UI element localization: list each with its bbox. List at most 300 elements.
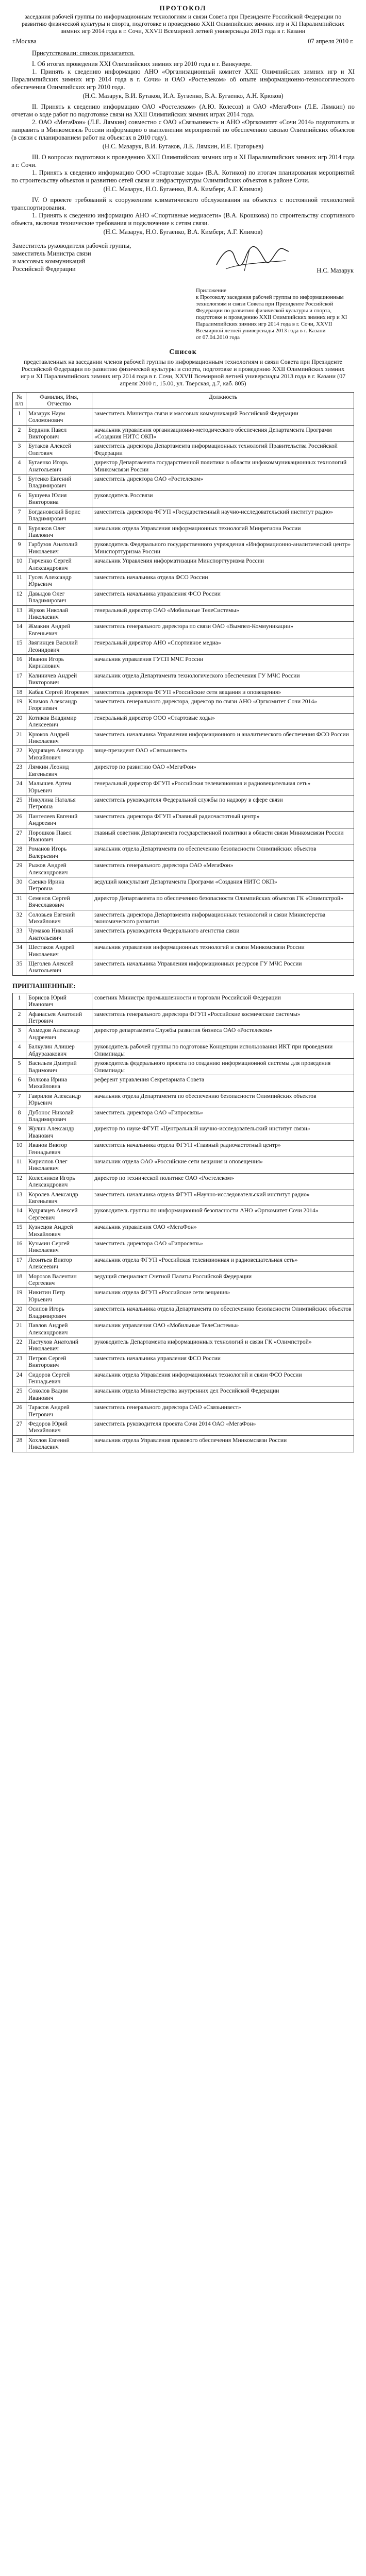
row-number: 9 <box>13 540 26 556</box>
row-number: 28 <box>13 1435 26 1452</box>
table-row <box>13 1009 354 1026</box>
row-number: 4 <box>13 1042 26 1059</box>
signatory-role <box>12 242 167 273</box>
person-position: начальник отдела Министерства внутренних дел Российской Федерации <box>92 1386 354 1403</box>
person-position: руководитель рабочей группы по подготовке Концепции использования ИКТ при проведении Олимпиады <box>92 1042 354 1059</box>
members-table-body <box>13 409 354 975</box>
section-4-body: О проекте требований к сооружениям климатического обслуживания на объектах с постоянной технологией транспортирования. <box>11 196 355 211</box>
appendix-line-3: от 07.04.2010 года <box>196 334 240 341</box>
signature-block <box>12 240 354 283</box>
section-2 <box>0 103 366 150</box>
row-number: 31 <box>13 893 26 910</box>
row-number: 2 <box>13 425 26 442</box>
person-position: заместитель начальника отдела ФГУП «Научно-исследовательский институт радио» <box>92 1190 354 1206</box>
person-name: Колесников Игорь Александрович <box>26 1173 92 1190</box>
table-row <box>13 1075 354 1091</box>
person-name: Жмакин Андрей Евгеньевич <box>26 622 92 638</box>
row-number: 20 <box>13 713 26 730</box>
person-position: генеральный директор ОАО «Мобильные ТелеСистемы» <box>92 605 354 622</box>
row-number: 13 <box>13 1190 26 1206</box>
table-row <box>13 926 354 943</box>
person-position: заместитель руководителя Федеральной службы по надзору в сфере связи <box>92 795 354 811</box>
row-number: 20 <box>13 1304 26 1321</box>
table-row <box>13 409 354 425</box>
person-position: заместитель Министра связи и массовых коммуникаций Российской Федерации <box>92 409 354 425</box>
appendix-line-1: Приложение <box>196 287 227 294</box>
person-position: заместитель начальника Управления информационного и аналитического обеспечения ФСО России <box>92 730 354 746</box>
presence-line <box>11 49 355 57</box>
section-3-body: О вопросах подготовки к проведению XXII Олимпийских зимних игр и XI Паралимпийских зимних игр 2014 года в г. Сочи. <box>11 154 355 168</box>
signatory-name: Н.С. Мазарук <box>317 267 354 274</box>
person-position: заместитель директора Департамента информационных технологий и связи Министерства экономического развития <box>92 910 354 926</box>
person-name: Климов Александр Георгиевич <box>26 697 92 714</box>
table-row <box>13 1026 354 1042</box>
row-number: 19 <box>13 1288 26 1304</box>
row-number: 25 <box>13 1386 26 1403</box>
person-position: заместитель директора ОАО «Гипросвязь» <box>92 1239 354 1256</box>
row-number: 23 <box>13 762 26 779</box>
section-4-resolved: 1. Принять к сведению информацию АНО «Спортивные медиасети» (В.А. Крошкова) по строительству спортивного объекта, включая технические требования и подключение к сетям связи. <box>11 212 355 227</box>
row-number: 3 <box>13 442 26 458</box>
person-name: Бердник Павел Викторович <box>26 425 92 442</box>
section-1-names: (Н.С. Мазарук, В.И. Бутаков, И.А. Бугаенко, В.А. Бугаенко, А.Н. Крюков) <box>82 92 284 99</box>
invited-title: ПРИГЛАШЕННЫЕ: <box>12 981 76 990</box>
table-row <box>13 1042 354 1059</box>
person-position: вице-президент ОАО «Связьинвест» <box>92 746 354 762</box>
appendix-reference <box>196 287 354 341</box>
table-row <box>13 1173 354 1190</box>
table-row <box>13 1157 354 1173</box>
person-position: заместитель директора ФГУП «Государственный научно-исследовательский институт радио» <box>92 507 354 523</box>
person-position: начальник управления информационных технологий и связи Минкомсвязи России <box>92 943 354 959</box>
table-row <box>13 762 354 779</box>
section-4-names: (Н.С. Мазарук, Н.О. Бугаенко, В.А. Кимберг, А.Г. Климов) <box>103 228 263 235</box>
row-number: 13 <box>13 605 26 622</box>
table-row <box>13 943 354 959</box>
person-position: начальник отдела ОАО «Российские сети вещания и оповещения» <box>92 1157 354 1173</box>
section-1-head: I. <box>32 60 36 67</box>
row-number: 9 <box>13 1124 26 1141</box>
table-row <box>13 1124 354 1141</box>
invited-table <box>12 993 354 1452</box>
row-number: 26 <box>13 1403 26 1419</box>
col-header-number: № п/п <box>13 393 26 409</box>
row-number: 21 <box>13 730 26 746</box>
person-position: генеральный директор ООО «Стартовые ходы» <box>92 713 354 730</box>
list-subtitle: представленных на заседании членов рабочей группы по информационным технологиям и связи Совета при Президенте Российской Федерации по развитию физической культуры и спорта, подготовке и проведению XXII Олимпийских зимних игр и XI Паралимпийских зимних игр 2014 года в г. Сочи, XXVII Всемирной летней универсиады 2013 года в г. Казани (07 апреля 2010 г., 15.00, ул. Тверская, д.7, каб. 805) <box>20 358 346 387</box>
person-position: начальник управления ОАО «МегаФон» <box>92 1223 354 1239</box>
table-row <box>13 1206 354 1223</box>
person-position: заместитель директора ФГУП «Главный радиочастотный центр» <box>92 811 354 828</box>
person-name: Волкова Ирина Михайловна <box>26 1075 92 1091</box>
person-position: начальник управления ГУСП МЧС России <box>92 655 354 671</box>
row-number: 15 <box>13 1223 26 1239</box>
person-name: Соколов Вадим Иванович <box>26 1386 92 1403</box>
person-position: начальник отдела Управления правового обеспечения Минкомсвязи России <box>92 1435 354 1452</box>
row-number: 12 <box>13 1173 26 1190</box>
section-2-body: Принять к сведению информацию ОАО «Ростелеком» (А.Ю. Колесов) и ОАО «МегаФон» (Л.Е. Лямкин) по отчетам о ходе работ по подготовке связи на XXII Олимпийских зимних играх 2014 года. <box>11 103 355 118</box>
person-name: Бурлаков Олег Павлович <box>26 523 92 540</box>
section-2-text <box>11 103 355 118</box>
person-position: заместитель директора ФГУП «Российские сети вещания и оповещения» <box>92 687 354 697</box>
person-name: Дубонос Николай Владимирович <box>26 1108 92 1124</box>
row-number: 3 <box>13 1026 26 1042</box>
row-number: 21 <box>13 1321 26 1337</box>
table-row <box>13 556 354 573</box>
person-name: Гарбузов Анатолий Николаевич <box>26 540 92 556</box>
person-position: начальник отдела Департамента технологического обеспечения ГУ МЧС России <box>92 671 354 687</box>
person-position: заместитель начальника отдела Департамента по обеспечению безопасности Олимпийских объектов <box>92 1304 354 1321</box>
person-position: заместитель директора ОАО «Гипросвязь» <box>92 1108 354 1124</box>
person-name: Никитин Петр Юрьевич <box>26 1288 92 1304</box>
person-name: Иванов Виктор Геннадьевич <box>26 1141 92 1157</box>
person-position: начальник управления организационно-методического обеспечения Департамента Программ «Создания НИТС ОКП» <box>92 425 354 442</box>
person-position: директор Департамента государственной политики в области инфокоммуникационных технологий Минкомсвязи России <box>92 458 354 474</box>
row-number: 2 <box>13 1009 26 1026</box>
person-name: Кириллов Олег Николаевич <box>26 1157 92 1173</box>
table-row <box>13 540 354 556</box>
person-position: руководитель федерального проекта по созданию информационной системы для проведения Олимпиады <box>92 1059 354 1075</box>
row-number: 10 <box>13 556 26 573</box>
table-row <box>13 425 354 442</box>
table-row <box>13 697 354 714</box>
document-intro: заседания рабочей группы по информационным технологиям и связи Совета при Президенте Российской Федерации по развитию физической культуры и спорта, подготовке и проведению XXII Олимпийских зимних игр и XI Паралимпийских зимних игр 2014 года в г. Сочи, XXVII Всемирной летней универсиады 2013 года в г. Казани <box>21 13 345 35</box>
invited-table-body <box>13 993 354 1452</box>
section-3-names: (Н.С. Мазарук, Н.О. Бугаенко, В.А. Кимберг, А.Г. Климов) <box>103 185 263 193</box>
person-name: Кудрявцев Алексей Сергеевич <box>26 1206 92 1223</box>
person-name: Морозов Валентин Сергеевич <box>26 1272 92 1288</box>
table-row <box>13 861 354 877</box>
person-name: Бугаенко Игорь Анатольевич <box>26 458 92 474</box>
handwritten-signature-icon <box>213 240 291 276</box>
person-name: Бушуева Юлия Викторовна <box>26 490 92 507</box>
person-position: заместитель начальника отдела ФГУП «Главный радиочастотный центр» <box>92 1141 354 1157</box>
row-number: 15 <box>13 638 26 655</box>
document-title: ПРОТОКОЛ <box>159 4 207 12</box>
person-name: Богдановский Борис Владимирович <box>26 507 92 523</box>
row-number: 7 <box>13 1091 26 1108</box>
row-number: 16 <box>13 655 26 671</box>
place-date-row <box>12 38 354 45</box>
section-3-text <box>11 154 355 169</box>
person-name: Балкулин Алишер Абдуразакович <box>26 1042 92 1059</box>
person-name: Кабак Сергей Игоревич <box>26 687 92 697</box>
person-position: начальник отдела Департамента по обеспечению безопасности Олимпийских объектов <box>92 844 354 861</box>
table-row <box>13 1353 354 1370</box>
table-row <box>13 507 354 523</box>
table-row <box>13 1255 354 1272</box>
row-number: 11 <box>13 1157 26 1173</box>
row-number: 14 <box>13 622 26 638</box>
row-number: 8 <box>13 1108 26 1124</box>
table-row <box>13 655 354 671</box>
person-position: начальник отдела Департамента по обеспечению безопасности Олимпийских объектов <box>92 1091 354 1108</box>
table-row <box>13 1141 354 1157</box>
table-row <box>13 1321 354 1337</box>
table-row <box>13 959 354 976</box>
person-position: референт управления Секретариата Совета <box>92 1075 354 1091</box>
row-number: 27 <box>13 1419 26 1435</box>
person-name: Калиничев Андрей Викторович <box>26 671 92 687</box>
section-1-resolved: 1. Принять к сведению информацию АНО «Организационный комитет XXII Олимпийских зимних игр и XI Паралимпийских зимних игр 2014 года в г. Сочи» и ОАО «Ростелеком» об опыте информационно-технологического обеспечения Олимпийских игр 2010 года. <box>11 68 355 91</box>
row-number: 5 <box>13 474 26 491</box>
row-number: 1 <box>13 993 26 1009</box>
row-number: 10 <box>13 1141 26 1157</box>
person-position: директор по развитию ОАО «МегаФон» <box>92 762 354 779</box>
table-row <box>13 1288 354 1304</box>
person-name: Федоров Юрий Михайлович <box>26 1419 92 1435</box>
person-position: начальник управления ОАО «Мобильные ТелеСистемы» <box>92 1321 354 1337</box>
row-number: 18 <box>13 687 26 697</box>
table-row <box>13 1419 354 1435</box>
row-number: 22 <box>13 1337 26 1353</box>
row-number: 25 <box>13 795 26 811</box>
table-row <box>13 474 354 491</box>
signatory-role-line-1: Заместитель руководителя рабочей группы, <box>12 242 131 249</box>
person-name: Лямкин Леонид Евгеньевич <box>26 762 92 779</box>
row-number: 16 <box>13 1239 26 1256</box>
person-position: руководитель Департамента информационных технологий и связи ГК «Олимпстрой» <box>92 1337 354 1353</box>
person-name: Романов Игорь Валерьевич <box>26 844 92 861</box>
date: 07 апреля 2010 г. <box>308 38 354 45</box>
row-number: 22 <box>13 746 26 762</box>
presence-text: Присутствовали: список прилагается. <box>32 49 135 57</box>
person-position: ведущий специалист Счетной Палаты Российской Федерации <box>92 1272 354 1288</box>
row-number: 29 <box>13 861 26 877</box>
row-number: 27 <box>13 828 26 844</box>
person-name: Гусев Александр Юрьевич <box>26 572 92 589</box>
row-number: 7 <box>13 507 26 523</box>
table-row <box>13 1272 354 1288</box>
table-row <box>13 877 354 893</box>
table-row <box>13 844 354 861</box>
signatory-role-line-3: и массовых коммуникаций <box>12 258 86 265</box>
person-name: Семенов Сергей Вячеславович <box>26 893 92 910</box>
table-row <box>13 687 354 697</box>
table-row <box>13 1435 354 1452</box>
person-position: заместитель генерального директора ОАО «МегаФон» <box>92 861 354 877</box>
person-name: Звягинцев Василий Леонидович <box>26 638 92 655</box>
table-row <box>13 589 354 605</box>
person-name: Тарасов Андрей Петрович <box>26 1403 92 1419</box>
table-row <box>13 442 354 458</box>
person-name: Васильев Дмитрий Вадимович <box>26 1059 92 1075</box>
section-4-head: IV. <box>32 196 40 204</box>
row-number: 6 <box>13 1075 26 1091</box>
person-position: заместитель генерального директора, директор по связи АНО «Оргкомитет Сочи 2014» <box>92 697 354 714</box>
person-position: руководитель Федерального государственного учреждения «Информационно-аналитический центр» Минспорттуризма России <box>92 540 354 556</box>
table-row <box>13 1190 354 1206</box>
table-row <box>13 1108 354 1124</box>
person-name: Кузнецов Андрей Михайлович <box>26 1223 92 1239</box>
person-position: генеральный директор ФГУП «Российская телевизионная и радиовещательная сеть» <box>92 779 354 795</box>
row-number: 17 <box>13 671 26 687</box>
row-number: 14 <box>13 1206 26 1223</box>
signatory-role-line-2: заместитель Министра связи <box>12 250 91 257</box>
section-2-head: II. <box>32 103 38 110</box>
person-name: Крюков Андрей Николаевич <box>26 730 92 746</box>
row-number: 19 <box>13 697 26 714</box>
person-name: Гаврилов Александр Юрьевич <box>26 1091 92 1108</box>
person-position: заместитель руководителя Федерального агентства связи <box>92 926 354 943</box>
signatory-role-line-4: Российской Федерации <box>12 265 76 273</box>
appendix-line-2: к Протоколу заседания рабочей группы по информационным технологиям и связи Совета при Президенте Российской Федерации по развитию физической культуры и спорта, подготовке и проведению XXII Олимпийских зимних игр и XI Паралимпийских зимних игр 2014 года в г. Сочи, XXVII Всемирной летней универсиады 2013 года в г. Казани <box>196 294 347 334</box>
person-name: Бутаков Алексей Олегович <box>26 442 92 458</box>
person-position: заместитель начальника управления ФСО России <box>92 1353 354 1370</box>
person-position: руководитель Россвязи <box>92 490 354 507</box>
row-number: 11 <box>13 572 26 589</box>
table-row <box>13 828 354 844</box>
person-position: главный советник Департамента государственной политики в области связи Минкомсвязи России <box>92 828 354 844</box>
row-number: 32 <box>13 910 26 926</box>
table-row <box>13 1304 354 1321</box>
person-name: Павлов Андрей Александрович <box>26 1321 92 1337</box>
person-name: Хохлов Евгений Николаевич <box>26 1435 92 1452</box>
person-position: директор Департамента по обеспечению безопасности Олимпийских объектов ГК «Олимпстрой» <box>92 893 354 910</box>
table-row <box>13 1370 354 1386</box>
person-position: директор по науке ФГУП «Центральный научно-исследовательский институт связи» <box>92 1124 354 1141</box>
person-name: Малышев Артем Юрьевич <box>26 779 92 795</box>
person-position: заместитель руководителя проекта Сочи 2014 ОАО «МегаФон» <box>92 1419 354 1435</box>
person-name: Королев Александр Евгеньевич <box>26 1190 92 1206</box>
person-name: Бутенко Евгений Владимирович <box>26 474 92 491</box>
table-row <box>13 490 354 507</box>
person-name: Борисов Юрий Иванович <box>26 993 92 1009</box>
row-number: 8 <box>13 523 26 540</box>
table-row <box>13 811 354 828</box>
row-number: 1 <box>13 409 26 425</box>
person-name: Соловьев Евгений Михайлович <box>26 910 92 926</box>
person-name: Жулин Александр Иванович <box>26 1124 92 1141</box>
table-row <box>13 458 354 474</box>
section-4-text <box>11 196 355 212</box>
row-number: 23 <box>13 1353 26 1370</box>
person-name: Щеголев Алексей Анатольевич <box>26 959 92 976</box>
person-position: начальник Управления информатизации Минспорттуризма России <box>92 556 354 573</box>
section-4 <box>0 196 366 236</box>
row-number: 30 <box>13 877 26 893</box>
person-position: руководитель группы по информационной безопасности АНО «Оргкомитет Сочи 2014» <box>92 1206 354 1223</box>
table-row <box>13 1223 354 1239</box>
section-2-resolved: 2. ОАО «МегаФон» (Л.Е. Лямкин) совместно с ОАО «Связьинвест» и АНО «Оргкомитет «Сочи 2014» подготовить и направить в Минкомсвязь России информацию о выполнении мероприятий по обеспечению связью Олимпийских объектов (в связи с планированием работ на объектах в 2010 году). <box>11 118 355 141</box>
table-row <box>13 622 354 638</box>
table-row <box>13 910 354 926</box>
col-header-name: Фамилия, Имя, Отчество <box>26 393 92 409</box>
row-number: 24 <box>13 779 26 795</box>
list-title: Список <box>169 348 197 356</box>
person-position: генеральный директор АНО «Спортивное медиа» <box>92 638 354 655</box>
section-1 <box>0 60 366 100</box>
section-3 <box>0 154 366 193</box>
table-row <box>13 1091 354 1108</box>
table-row <box>13 1386 354 1403</box>
person-name: Жуков Николай Николаевич <box>26 605 92 622</box>
table-row <box>13 893 354 910</box>
row-number: 34 <box>13 943 26 959</box>
table-row <box>13 730 354 746</box>
section-1-body: Об итогах проведения XXI Олимпийских зимних игр 2010 года в г. Ванкувере. <box>37 60 252 67</box>
row-number: 12 <box>13 589 26 605</box>
table-row <box>13 993 354 1009</box>
person-name: Сидоров Сергей Геннадьевич <box>26 1370 92 1386</box>
row-number: 6 <box>13 490 26 507</box>
person-name: Леонтьев Виктор Алексеевич <box>26 1255 92 1272</box>
table-row <box>13 523 354 540</box>
person-name: Рыжов Андрей Александрович <box>26 861 92 877</box>
members-table <box>12 392 354 976</box>
person-position: начальник отдела Управления информационных технологий Минрегиона России <box>92 523 354 540</box>
section-2-names: (Н.С. Мазарук, В.И. Бутаков, Л.Е. Лямкин, И.Е. Григорьев) <box>102 143 264 150</box>
table-row <box>13 671 354 687</box>
person-position: директор департамента Службы развития бизнеса ОАО «Ростелеком» <box>92 1026 354 1042</box>
table-row <box>13 713 354 730</box>
col-header-position: Должность <box>92 393 354 409</box>
table-row <box>13 1403 354 1419</box>
table-row <box>13 746 354 762</box>
row-number: 35 <box>13 959 26 976</box>
table-row <box>13 795 354 811</box>
person-position: заместитель начальника отдела ФСО России <box>92 572 354 589</box>
table-row <box>13 638 354 655</box>
person-position: заместитель генерального директора ОАО «Связьинвест» <box>92 1403 354 1419</box>
table-row <box>13 1239 354 1256</box>
person-name: Шестаков Андрей Николаевич <box>26 943 92 959</box>
row-number: 18 <box>13 1272 26 1288</box>
person-position: заместитель генерального директора ФГУП «Российские космические системы» <box>92 1009 354 1026</box>
person-position: заместитель начальника управления ФСО России <box>92 589 354 605</box>
section-3-resolved: 1. Принять к сведению информацию ООО «Стартовые ходы» (В.А. Котиков) по итогам планирования мероприятий по строительству объектов и развитию сетей связи и инфраструктуры Олимпийских объектов в районе Сочи. <box>11 169 355 184</box>
person-position: начальник отдела ФГУП «Российские сети вещания» <box>92 1288 354 1304</box>
city: г.Москва <box>12 38 37 45</box>
table-row <box>13 605 354 622</box>
person-name: Пастухов Анатолий Николаевич <box>26 1337 92 1353</box>
person-position: заместитель директора Департамента информационных технологий Правительства Российской Федерации <box>92 442 354 458</box>
row-number: 26 <box>13 811 26 828</box>
person-name: Никулина Наталья Петровна <box>26 795 92 811</box>
members-table-header <box>13 393 354 409</box>
section-3-head: III. <box>32 154 40 161</box>
row-number: 17 <box>13 1255 26 1272</box>
person-name: Котиков Владимир Алексеевич <box>26 713 92 730</box>
person-position: начальник отдела Управления информационных технологий и связи ФСО России <box>92 1370 354 1386</box>
person-position: заместитель генерального директора по связи ОАО «Вымпел-Коммуникации» <box>92 622 354 638</box>
person-position: директор по технической политике ОАО «Ростелеком» <box>92 1173 354 1190</box>
table-row <box>13 779 354 795</box>
person-name: Кузьмин Сергей Николаевич <box>26 1239 92 1256</box>
person-position: заместитель директора ОАО «Ростелеком» <box>92 474 354 491</box>
person-name: Гирченко Сергей Александрович <box>26 556 92 573</box>
person-name: Ахмедов Александр Андреевич <box>26 1026 92 1042</box>
person-name: Осипов Игорь Владимирович <box>26 1304 92 1321</box>
person-name: Порошков Павел Иванович <box>26 828 92 844</box>
person-name: Мазарук Наум Соломонович <box>26 409 92 425</box>
table-row <box>13 572 354 589</box>
person-name: Кудрявцев Александр Михайлович <box>26 746 92 762</box>
table-row <box>13 1337 354 1353</box>
person-name: Чумаков Николай Анатольевич <box>26 926 92 943</box>
person-name: Давыдов Олег Владимирович <box>26 589 92 605</box>
person-position: ведущий консультант Департамента Программ «Создания НИТС ОКП» <box>92 877 354 893</box>
table-row <box>13 1059 354 1075</box>
person-name: Пантелеев Евгений Андреевич <box>26 811 92 828</box>
row-number: 33 <box>13 926 26 943</box>
row-number: 24 <box>13 1370 26 1386</box>
row-number: 28 <box>13 844 26 861</box>
person-name: Иванов Игорь Кириллович <box>26 655 92 671</box>
person-position: советник Министра промышленности и торговли Российской Федерации <box>92 993 354 1009</box>
person-name: Саенко Ирина Петровна <box>26 877 92 893</box>
person-name: Афанасьев Анатолий Петрович <box>26 1009 92 1026</box>
